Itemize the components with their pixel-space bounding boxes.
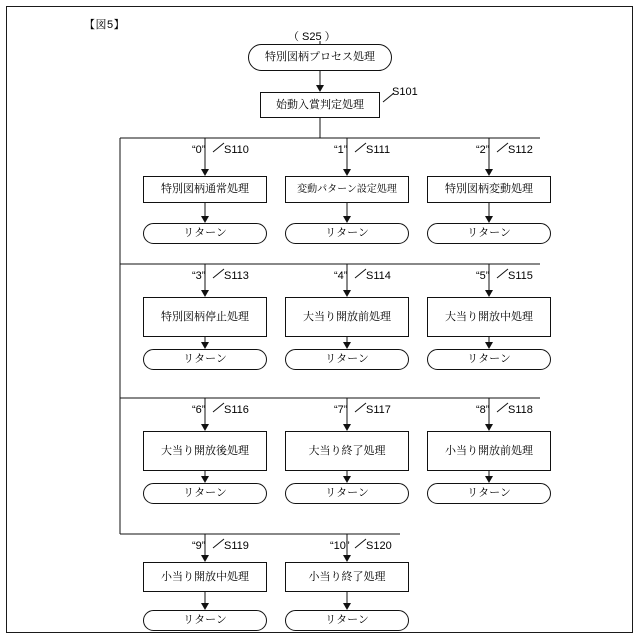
process-box-s115-text: 大当り開放中処理 bbox=[445, 310, 533, 323]
return-box-s114 bbox=[285, 349, 409, 370]
return-box-s111 bbox=[285, 223, 409, 244]
step-label-s114: S114 bbox=[366, 270, 391, 282]
branch-value-3: “3” bbox=[192, 270, 206, 282]
branch-value-8: “8” bbox=[476, 404, 490, 416]
step-label-s112: S112 bbox=[508, 144, 533, 156]
process-box-s119 bbox=[143, 562, 267, 592]
entry-tag-s25: （ S25 ） bbox=[288, 31, 336, 43]
return-box-s113-text: リターン bbox=[183, 353, 227, 366]
return-box-s112 bbox=[427, 223, 551, 244]
return-box-s117-text: リターン bbox=[325, 487, 369, 500]
process-box-s119-text: 小当り開放中処理 bbox=[161, 570, 249, 583]
return-box-s113 bbox=[143, 349, 267, 370]
return-box-s116-text: リターン bbox=[183, 487, 227, 500]
process-box-s110-text: 特別図柄通常処理 bbox=[161, 183, 249, 196]
return-box-s119-text: リターン bbox=[183, 614, 227, 627]
figure-label: 【図5】 bbox=[84, 19, 126, 31]
step-label-s117: S117 bbox=[366, 404, 391, 416]
branch-value-0: “0” bbox=[192, 144, 206, 156]
step-label-s110: S110 bbox=[224, 144, 249, 156]
process-box-s116-text: 大当り開放後処理 bbox=[161, 444, 249, 457]
step-label-s101: S101 bbox=[392, 86, 418, 98]
step-label-s111: S111 bbox=[366, 144, 391, 156]
branch-value-5: “5” bbox=[476, 270, 490, 282]
step-label-s120: S120 bbox=[366, 540, 392, 552]
process-box-s110 bbox=[143, 176, 267, 203]
return-box-s116 bbox=[143, 483, 267, 504]
process-box-s115 bbox=[427, 297, 551, 337]
step-label-s118: S118 bbox=[508, 404, 533, 416]
process-box-s117-text: 大当り終了処理 bbox=[308, 444, 386, 457]
process-title-box bbox=[248, 44, 392, 71]
return-box-s112-text: リターン bbox=[467, 227, 511, 240]
process-box-s120 bbox=[285, 562, 409, 592]
return-box-s110-text: リターン bbox=[183, 227, 227, 240]
step-label-s116: S116 bbox=[224, 404, 249, 416]
process-box-s112-text: 特別図柄変動処理 bbox=[445, 183, 533, 196]
return-box-s111-text: リターン bbox=[325, 227, 369, 240]
decision-box-text: 始動入賞判定処理 bbox=[276, 98, 364, 111]
process-box-s117 bbox=[285, 431, 409, 471]
return-box-s119 bbox=[143, 610, 267, 631]
process-box-s112 bbox=[427, 176, 551, 203]
process-box-s118 bbox=[427, 431, 551, 471]
branch-value-1: “1” bbox=[334, 144, 348, 156]
return-box-s114-text: リターン bbox=[325, 353, 369, 366]
step-label-s115: S115 bbox=[508, 270, 533, 282]
process-box-s114-text: 大当り開放前処理 bbox=[303, 310, 391, 323]
process-box-s120-text: 小当り終了処理 bbox=[308, 570, 386, 583]
decision-box-s101 bbox=[260, 92, 380, 118]
branch-value-9: “9” bbox=[192, 540, 206, 552]
process-title-text: 特別図柄プロセス処理 bbox=[265, 51, 375, 64]
return-box-s115 bbox=[427, 349, 551, 370]
return-box-s117 bbox=[285, 483, 409, 504]
return-box-s110 bbox=[143, 223, 267, 244]
process-box-s114 bbox=[285, 297, 409, 337]
return-box-s115-text: リターン bbox=[467, 353, 511, 366]
branch-value-2: “2” bbox=[476, 144, 490, 156]
process-box-s113 bbox=[143, 297, 267, 337]
process-box-s113-text: 特別図柄停止処理 bbox=[161, 310, 249, 323]
branch-value-6: “6” bbox=[192, 404, 206, 416]
branch-value-7: “7” bbox=[334, 404, 348, 416]
branch-value-10: “10” bbox=[330, 540, 350, 552]
process-box-s118-text: 小当り開放前処理 bbox=[445, 444, 533, 457]
branch-value-4: “4” bbox=[334, 270, 348, 282]
process-box-s111 bbox=[285, 176, 409, 203]
step-label-s113: S113 bbox=[224, 270, 249, 282]
return-box-s118 bbox=[427, 483, 551, 504]
process-box-s116 bbox=[143, 431, 267, 471]
process-box-s111-text: 変動パターン設定処理 bbox=[297, 184, 397, 195]
step-label-s119: S119 bbox=[224, 540, 249, 552]
return-box-s120 bbox=[285, 610, 409, 631]
return-box-s120-text: リターン bbox=[325, 614, 369, 627]
return-box-s118-text: リターン bbox=[467, 487, 511, 500]
